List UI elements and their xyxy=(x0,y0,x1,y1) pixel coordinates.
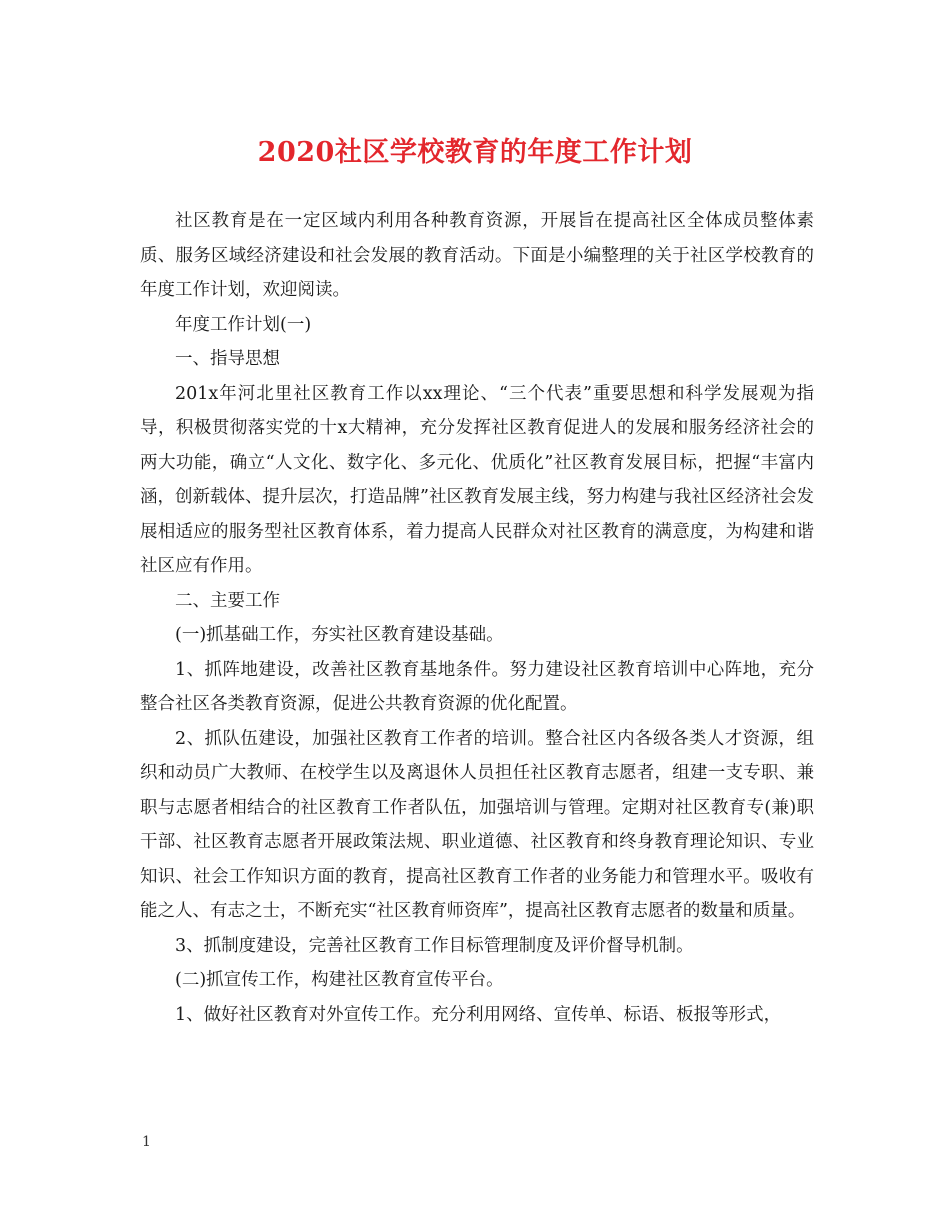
subheading-basic-work: (一)抓基础工作，夯实社区教育建设基础。 xyxy=(175,625,504,645)
section-heading-plan-one: 年度工作计划(一) xyxy=(175,314,312,335)
page-number: 1 xyxy=(142,1134,151,1150)
paragraph-guiding-thought: 201x年河北里社区教育工作以xx理论、“三个代表”重要思想和科学发展观为指导，积极贯彻落实党的十x大精神，充分发挥社区教育促进人的发展和服务经济社会的两大功能，确立“人文化、数字化、多元化、优质化”社区教育发展目标，把握“丰富内涵，创新载体、提升层次，打造品牌”社区教育发展主线，努力构建与我社区经济社会发展相适应的服务型社区教育体系，着力提高人民群众对社区教育的满意度，为构建和谐社区应有作用。 xyxy=(140,383,814,576)
paragraph-site-construction: 1、抓阵地建设，改善社区教育基地条件。努力建设社区教育培训中心阵地，充分整合社区各类教育资源，促进公共教育资源的优化配置。 xyxy=(140,659,814,714)
paragraph-team-construction: 2、抓队伍建设，加强社区教育工作者的培训。整合社区内各级各类人才资源，组织和动员广大教师、在校学生以及离退休人员担任社区教育志愿者，组建一支专职、兼职与志愿者相结合的社区教育工作者队伍，加强培训与管理。定期对社区教育专(兼)职干部、社区教育志愿者开展政策法规、职业道德、社区教育和终身教育理论知识、专业知识、社会工作知识方面的教育，提高社区教育工作者的业务能力和管理水平。吸收有能之人、有志之士，不断充实“社区教育师资库”，提高社区教育志愿者的数量和质量。 xyxy=(140,728,814,921)
document-title: 2020社区学校教育的年度工作计划 xyxy=(257,137,693,168)
paragraph-intro: 社区教育是在一定区域内利用各种教育资源，开展旨在提高社区全体成员整体素质、服务区域经济建设和社会发展的教育活动。下面是小编整理的关于社区学校教育的年度工作计划，欢迎阅读。 xyxy=(140,211,814,300)
paragraph-external-publicity: 1、做好社区教育对外宣传工作。充分利用网络、宣传单、标语、板报等形式， xyxy=(175,1004,782,1025)
section-heading-guiding-thought: 一、指导思想 xyxy=(175,349,280,369)
paragraph-system-construction: 3、抓制度建设，完善社区教育工作目标管理制度及评价督导机制。 xyxy=(175,935,694,956)
document-body xyxy=(140,204,814,1032)
section-heading-main-work: 二、主要工作 xyxy=(175,590,280,611)
subheading-publicity-work: (二)抓宣传工作，构建社区教育宣传平台。 xyxy=(175,970,504,990)
